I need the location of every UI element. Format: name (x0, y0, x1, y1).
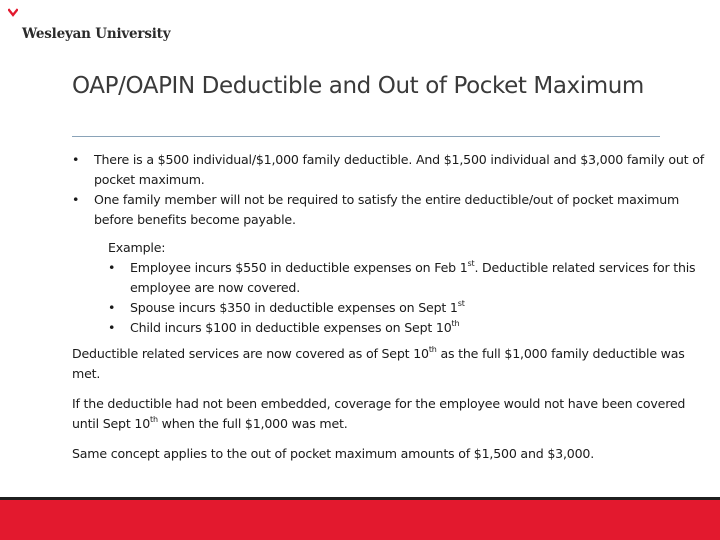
explanation-paragraph (72, 344, 708, 384)
bullet-item (72, 150, 708, 190)
footer-brand-bar (0, 500, 720, 540)
example-text-main: Employee incurs $550 in deductible expenses on Feb 1 (130, 260, 468, 275)
example-item (108, 298, 708, 318)
example-item (108, 318, 708, 338)
example-text (130, 260, 695, 295)
example-text-rest: . Deductible related services for this employee are now covered. (130, 260, 696, 295)
ordinal-suffix: th (150, 414, 158, 424)
example-label: Example: (108, 240, 166, 255)
ordinal-suffix: th (428, 344, 437, 354)
explanation-paragraph (72, 444, 708, 464)
wesleyan-logo (4, 6, 171, 44)
bullet-item (72, 190, 708, 230)
explanation-paragraph (72, 394, 708, 434)
ordinal-suffix: th (451, 318, 460, 328)
bullet-text: One family member will not be required to satisfy the entire deductible/out of pocket maximum before benefits become payable. (94, 192, 680, 227)
paragraph-text: Deductible related services are now covered as of Sept 10 (72, 346, 429, 361)
example-text-main: Child incurs $100 in deductible expenses on Sept 10 (130, 320, 452, 335)
main-bullet-list (72, 150, 708, 230)
example-text (130, 300, 465, 315)
bullet-icon: • (72, 192, 80, 207)
example-text (130, 320, 459, 335)
example-block (108, 238, 708, 338)
bullet-icon: • (72, 152, 80, 167)
bullet-icon: • (108, 300, 116, 315)
paragraph-text: If the deductible had not been embedded, coverage for the employee would not have been covered until Sept 10 (72, 396, 686, 431)
bullet-icon: • (108, 320, 116, 335)
example-text-main: Spouse incurs $350 in deductible expenses on Sept 1 (130, 300, 458, 315)
wesleyan-logo-mark-icon (8, 8, 18, 28)
example-bullet-list (108, 258, 708, 338)
bullet-text: There is a $500 individual/$1,000 family deductible. And $1,500 individual and $3,000 family out of pocket maximum. (94, 152, 704, 187)
example-item (108, 258, 708, 298)
ordinal-suffix: st (457, 298, 465, 308)
title-divider (72, 136, 660, 137)
ordinal-suffix: st (467, 258, 475, 268)
logo-text: Wesleyan University (22, 26, 171, 42)
slide-title: OAP/OAPIN Deductible and Out of Pocket Maximum (72, 73, 644, 99)
slide-content (72, 150, 708, 464)
paragraph-text-rest: when the full $1,000 was met. (157, 416, 348, 431)
paragraph-text: Same concept applies to the out of pocket maximum amounts of $1,500 and $3,000. (72, 446, 594, 461)
bullet-icon: • (108, 260, 116, 275)
paragraph-text-rest: as the full $1,000 family deductible was met. (72, 346, 685, 381)
